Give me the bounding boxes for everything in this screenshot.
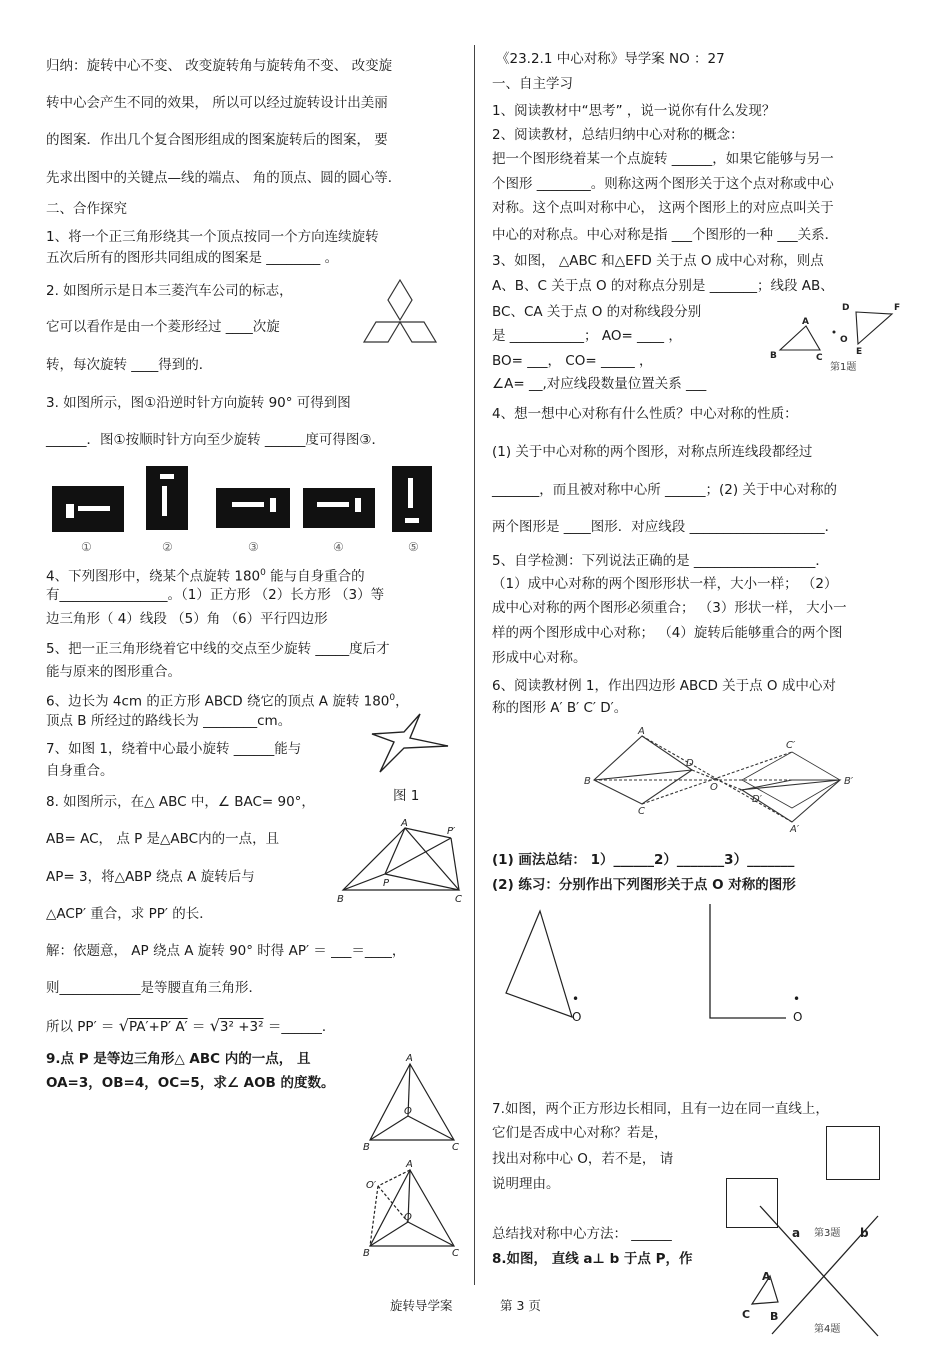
r3-line-1: 3、如图， △ABC 和△EFD 关于点 O 成中心对称，则点 xyxy=(492,253,824,269)
svg-text:C: C xyxy=(452,1248,459,1259)
q2-line-3: 转，每次旋转 ____得到的． xyxy=(46,357,213,373)
r4-line-1: 4、想一想中心对称有什么性质？中心对称的性质： xyxy=(492,406,798,422)
q8-line-2: AB= AC， 点 P 是△ABC内的一点，且 xyxy=(46,831,280,847)
summary-line-3: 的图案．作出几个复合图形组成的图案旋转后的图案， 要 xyxy=(46,132,388,148)
q4-line-3: 边三角形（ 4）线段 （5）角 （6）平行四边形 xyxy=(46,611,328,627)
r2-line-5: 中心的对称点。中心对称是指 ___个图形的一种 ___关系． xyxy=(492,227,839,243)
symmetric-triangles-figure xyxy=(770,300,900,372)
q3-line-1: 3. 如图所示，图①沿逆时针方向旋转 90° 可得到图 xyxy=(46,395,351,411)
svg-text:O: O xyxy=(710,782,718,793)
r3-line-4: 是 ___________； AO= ____ ， xyxy=(492,328,682,344)
q4-line-1: 4、下列图形中，绕某个点旋转 $180^0$ 能与自身重合的 xyxy=(46,568,365,585)
quadrilateral-symmetry-figure xyxy=(580,726,860,835)
hand-figure-3 xyxy=(216,488,290,528)
q6-line-2: 顶点 B 所经过的路线长为 ________cm。 xyxy=(46,713,292,729)
r5-line-5: 形成中心对称。 xyxy=(492,650,587,666)
svg-text:B: B xyxy=(584,776,591,787)
summary-line-1: 归纳：旋转中心不变、 改变旋转角与旋转角不变、 改变旋 xyxy=(46,58,393,74)
summary-line-2: 转中心会产生不同的效果， 所以可以经过旋转设计出美丽 xyxy=(46,95,388,111)
svg-text:E: E xyxy=(856,347,863,357)
worksheet-title: 《23.2.1 中心对称》导学案 NO ：27 xyxy=(496,51,725,67)
q9-line-2: OA=3，OB=4，OC=5，求∠ AOB 的度数。 xyxy=(46,1075,335,1091)
hand-figure-1 xyxy=(52,486,124,532)
svg-text:A: A xyxy=(401,818,408,829)
r6-summary-line-2: (2) 练习：分别作出下列图形关于点 O 对称的图形 xyxy=(492,877,796,893)
q5-line-1: 5、把一正三角形绕着它中线的交点至少旋转 _____度后才 xyxy=(46,641,390,657)
q8-line-1: 8. 如图所示，在△ ABC 中，∠ BAC= 90°， xyxy=(46,794,315,810)
r8-line: 8.如图， 直线 a⊥ b 于点 P，作 xyxy=(492,1251,693,1267)
r4-line-2: (1) 关于中心对称的两个图形，对称点所连线段都经过 xyxy=(492,444,813,460)
r1-line: 1、阅读教材中“思考” ，说一说你有什么发现？ xyxy=(492,103,776,119)
q7-line-1: 7、如图 1，绕着中心最小旋转 ______能与 xyxy=(46,741,302,757)
svg-text:b: b xyxy=(860,1226,869,1240)
q4-line-2: 有________________。（1）正方形 （2）长方形 （3）等 xyxy=(46,587,385,603)
svg-text:B: B xyxy=(363,1248,370,1259)
solution-line-1: 解：依题意， AP 绕点 A 旋转 90° 时得 AP′ ＝ ___＝____， xyxy=(46,943,406,959)
r6-summary-line-1: (1) 画法总结： 1）______2）_______3）_______ xyxy=(492,852,795,868)
hand-label-5: ⑤ xyxy=(408,540,419,554)
r6-line-1: 6、阅读教材例 1，作出四边形 ABCD 关于点 O 成中心对 xyxy=(492,678,836,694)
hand-label-4: ④ xyxy=(333,540,344,554)
r7-line-2: 它们是否成中心对称？若是， xyxy=(492,1125,668,1141)
q9-line-1: 9.点 P 是等边三角形△ ABC 内的一点， 且 xyxy=(46,1051,311,1067)
hand-label-2: ② xyxy=(162,540,173,554)
svg-text:O: O xyxy=(840,335,848,345)
r2-line-3: 个图形 ________。则称这两个图形关于这个点对称或中心 xyxy=(492,176,834,192)
svg-text:C: C xyxy=(638,806,645,817)
svg-text:D: D xyxy=(686,758,694,769)
summary-center-method: 总结找对称中心方法： ______ xyxy=(492,1226,672,1242)
svg-text:O: O xyxy=(404,1106,412,1117)
hand-figure-5 xyxy=(392,466,432,532)
r5-line-2: （1）成中心对称的两个图形形状一样，大小一样； （2） xyxy=(492,576,838,592)
q3-line-2: ______．图①按顺时针方向至少旋转 ______度可得图③． xyxy=(46,432,385,448)
hand-figure-4 xyxy=(303,488,375,528)
footer-page-number: 第 3 页 xyxy=(500,1298,541,1313)
star-figure-1 xyxy=(370,712,450,776)
square-upper xyxy=(826,1126,880,1180)
q5-line-2: 能与原来的图形重合。 xyxy=(46,664,181,680)
r5-line-3: 成中心对称的两个图形必须重合； （3）形状一样， 大小一 xyxy=(492,600,847,616)
svg-text:a: a xyxy=(792,1226,801,1240)
triangle-abp-figure xyxy=(335,818,465,906)
svg-text:D: D xyxy=(842,303,850,313)
r7-line-4: 说明理由。 xyxy=(492,1176,560,1192)
column-divider xyxy=(474,45,475,1285)
r7-line-3: 找出对称中心 O，若不是， 请 xyxy=(492,1151,674,1167)
section-2-heading: 二、合作探究 xyxy=(46,201,127,217)
svg-text:C: C xyxy=(452,1142,459,1153)
r2-line-4: 对称。这个点叫对称中心， 这两个图形上的对应点叫关于 xyxy=(492,200,834,216)
practice-point-o-1: • O xyxy=(572,992,582,1024)
svg-text:F: F xyxy=(894,303,901,313)
r4-line-3: _______，而且被对称中心所 ______；(2) 关于中心对称的 xyxy=(492,482,837,498)
svg-text:B: B xyxy=(337,894,344,905)
svg-text:O: O xyxy=(404,1212,412,1223)
r7-line-1: 7.如图，两个正方形边长相同，且有一边在同一直线上， xyxy=(492,1101,829,1117)
r3-line-3: BC、CA 关于点 O 的对称线段分别 xyxy=(492,304,702,320)
practice-point-o-2: • O xyxy=(793,992,803,1024)
r5-line-4: 样的两个图形成中心对称； （4）旋转后能够重合的两个图 xyxy=(492,625,843,641)
figure-4-caption: 第4题 xyxy=(814,1324,841,1335)
q7-line-2: 自身重合。 xyxy=(46,763,114,779)
svg-text:B: B xyxy=(770,351,777,361)
svg-text:A: A xyxy=(638,726,645,737)
q1-line-2: 五次后所有的图形共同组成的图案是 ________ 。 xyxy=(46,250,339,266)
svg-text:A: A xyxy=(406,1053,413,1064)
figure-3-caption: 第1题 xyxy=(830,362,857,373)
svg-text:A: A xyxy=(762,1270,771,1283)
svg-text:A: A xyxy=(802,317,809,327)
svg-text:P′: P′ xyxy=(447,826,456,837)
q6-line-1: 6、边长为 4cm 的正方形 ABCD 绕它的顶点 A 旋转 $180^0$， xyxy=(46,693,409,710)
svg-text:A′: A′ xyxy=(790,824,800,835)
q8-line-3: AP= 3，将△ABP 绕点 A 旋转后与 xyxy=(46,869,255,885)
equilateral-triangle-figure-2 xyxy=(362,1158,462,1258)
r4-line-4: 两个图形是 ____图形．对应线段 ____________________． xyxy=(492,519,839,535)
svg-text:C: C xyxy=(816,353,823,363)
solution-line-2: 则____________是等腰直角三角形． xyxy=(46,980,262,996)
r2-line-1: 2、阅读教材，总结归纳中心对称的概念： xyxy=(492,127,744,143)
svg-text:C′: C′ xyxy=(786,740,796,751)
r3-line-2: A、B、C 关于点 O 的对称点分别是 _______；线段 AB、 xyxy=(492,278,834,294)
hand-label-1: ① xyxy=(81,540,92,554)
svg-text:C: C xyxy=(742,1308,751,1321)
svg-text:A: A xyxy=(406,1159,413,1170)
q2-line-2: 它可以看作是由一个菱形经过 ____次旋 xyxy=(46,319,280,335)
q2-line-1: 2. 如图所示是日本三菱汽车公司的标志， xyxy=(46,283,293,299)
r3-line-5: BO= ___， CO= _____ ， xyxy=(492,353,653,369)
r6-line-2: 称的图形 A′ B′ C′ D′。 xyxy=(492,700,628,716)
footer-title: 旋转导学案 xyxy=(390,1298,453,1313)
summary-line-4: 先求出图中的关键点—线的端点、 角的顶点、圆的圆心等． xyxy=(46,170,402,186)
svg-text:B′: B′ xyxy=(844,776,854,787)
solution-line-3: 所以 PP′ ＝ √PA′+P′ A′ ＝ √3² +3² ＝______． xyxy=(46,1016,336,1035)
practice-angle-figure xyxy=(700,900,790,1030)
small-triangle-abc-figure xyxy=(736,1266,796,1326)
figure-1-caption: 图 1 xyxy=(393,788,420,804)
hand-figure-2 xyxy=(146,466,188,530)
svg-text:B: B xyxy=(363,1142,370,1153)
svg-text:C: C xyxy=(455,894,462,905)
section-1-heading: 一、自主学习 xyxy=(492,76,573,92)
svg-text:P: P xyxy=(383,878,390,889)
r3-line-6: ∠A= __,对应线段数量位置关系 ___ xyxy=(492,376,707,392)
q1-line-1: 1、将一个正三角形绕其一个顶点按同一个方向连续旋转 xyxy=(46,229,379,245)
practice-triangle-figure xyxy=(500,905,600,1025)
figure-3-caption-b: 第3题 xyxy=(814,1228,841,1239)
svg-text:B: B xyxy=(770,1310,779,1323)
equilateral-triangle-figure-1 xyxy=(362,1052,462,1152)
mitsubishi-logo-figure xyxy=(355,278,445,356)
q8-line-4: △ACP′ 重合，求 PP′ 的长． xyxy=(46,906,213,922)
hand-label-3: ③ xyxy=(248,540,259,554)
r2-line-2: 把一个图形绕着某一个点旋转 ______，如果它能够与另一 xyxy=(492,151,834,167)
svg-text:D′: D′ xyxy=(752,794,762,805)
r5-line-1: 5、自学检测：下列说法正确的是 __________________． xyxy=(492,553,829,569)
svg-text:O′: O′ xyxy=(366,1180,377,1191)
